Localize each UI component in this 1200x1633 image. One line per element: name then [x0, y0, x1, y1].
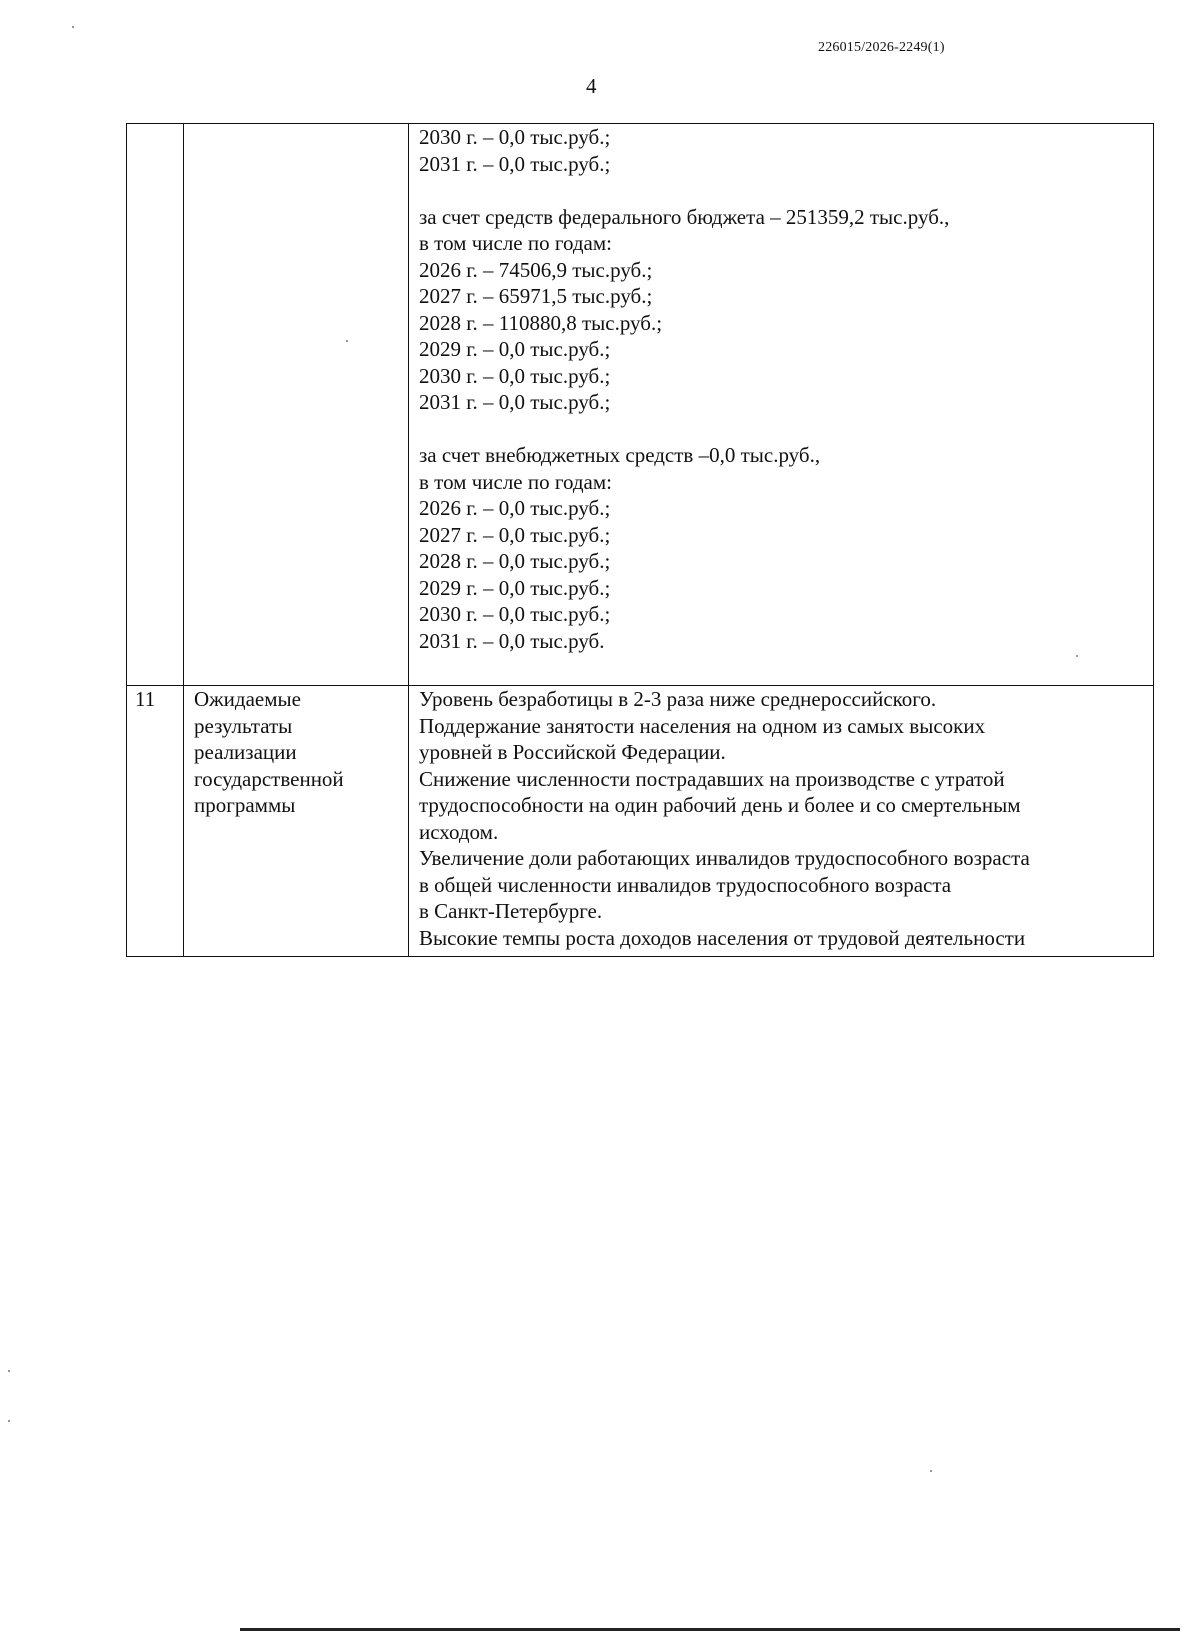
table-row — [127, 686, 1154, 957]
text-line: 2030 г. – 0,0 тыс.руб.; — [419, 602, 611, 626]
expected-results-cell — [409, 686, 1154, 957]
name-line: программы — [194, 793, 296, 817]
text-line: за счет средств федерального бюджета – 251359,2 тыс.руб., — [419, 204, 950, 229]
text-line: 2026 г. – 74506,9 тыс.руб.; — [419, 257, 653, 282]
text-line: 2027 г. – 65971,5 тыс.руб.; — [419, 284, 653, 308]
document-code: 226015/2026-2249(1) — [818, 40, 945, 55]
page-number: 4 — [586, 74, 597, 98]
funding-details-cell — [409, 124, 1154, 686]
scan-speck — [346, 340, 348, 342]
text-line: Поддержание занятости населения на одном из самых высоких — [419, 713, 986, 738]
text-line: 2027 г. – 0,0 тыс.руб.; — [419, 522, 611, 547]
row-number-cell: 11 — [127, 686, 184, 957]
text-line: 2028 г. – 0,0 тыс.руб.; — [419, 549, 611, 573]
text-line: 2031 г. – 0,0 тыс.руб.; — [419, 151, 611, 176]
row-name-cell — [184, 686, 409, 957]
scan-edge-line — [240, 1628, 1180, 1631]
name-line: результаты — [194, 713, 293, 738]
text-line: в Санкт-Петербурге. — [419, 899, 603, 923]
text-line: в том числе по годам: — [419, 231, 612, 255]
paragraph-gap — [419, 177, 1153, 204]
scan-speck — [1076, 655, 1078, 657]
text-line: 2030 г. – 0,0 тыс.руб.; — [419, 125, 611, 149]
row-number-cell — [127, 124, 184, 686]
text-line: 2028 г. – 110880,8 тыс.руб.; — [419, 310, 663, 335]
text-line: в том числе по годам: — [419, 469, 612, 494]
text-line: Снижение численности пострадавших на производстве с утратой — [419, 766, 1005, 791]
scan-speck — [8, 1370, 10, 1372]
text-line: 2030 г. – 0,0 тыс.руб.; — [419, 363, 611, 388]
scan-speck — [8, 1420, 10, 1422]
text-line: 2029 г. – 0,0 тыс.руб.; — [419, 337, 611, 361]
text-line: за счет внебюджетных средств –0,0 тыс.руб., — [419, 443, 821, 467]
text-line: 2026 г. – 0,0 тыс.руб.; — [419, 496, 611, 520]
text-line: 2031 г. – 0,0 тыс.руб. — [419, 628, 605, 653]
text-line: Увеличение доли работающих инвалидов трудоспособного возраста — [419, 846, 1030, 870]
name-line: реализации — [194, 740, 297, 764]
scan-speck — [72, 26, 74, 28]
paragraph-gap — [419, 416, 1153, 443]
text-line: 2031 г. – 0,0 тыс.руб.; — [419, 390, 611, 414]
text-line: Высокие темпы роста доходов населения от трудовой деятельности — [419, 925, 1026, 950]
text-line: Уровень безработицы в 2-3 раза ниже среднероссийского. — [419, 687, 937, 711]
text-line: 2029 г. – 0,0 тыс.руб.; — [419, 575, 611, 600]
name-line: государственной — [194, 766, 344, 791]
text-line: уровней в Российской Федерации. — [419, 740, 726, 764]
text-line: в общей численности инвалидов трудоспособного возраста — [419, 872, 952, 897]
text-line: исходом. — [419, 819, 499, 844]
scan-speck — [930, 1470, 932, 1472]
table-row — [127, 124, 1154, 686]
name-line: Ожидаемые — [194, 687, 301, 711]
program-passport-table — [126, 123, 1154, 957]
row-name-cell — [184, 124, 409, 686]
text-line: трудоспособности на один рабочий день и более и со смертельным — [419, 793, 1021, 817]
